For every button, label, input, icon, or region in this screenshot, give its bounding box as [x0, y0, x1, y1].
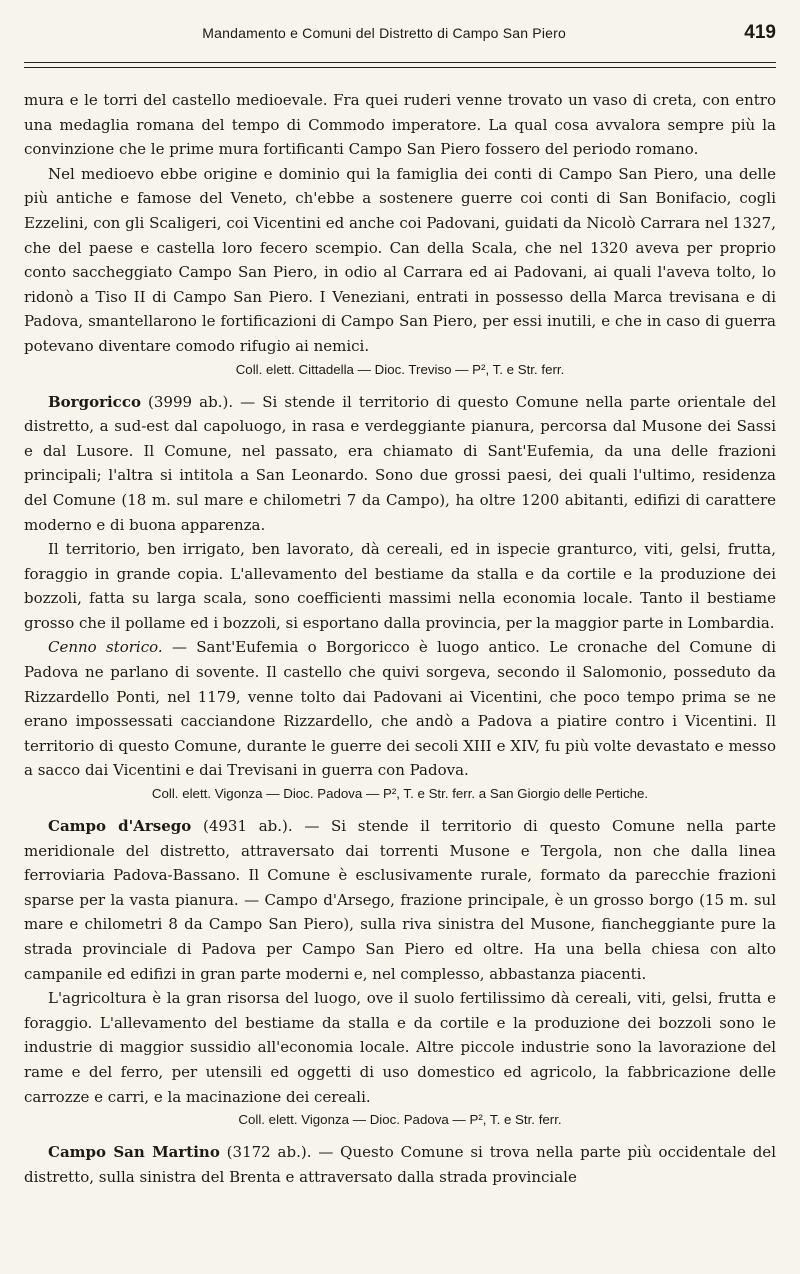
- campo-san-martino-text: (3172 ab.). — Questo Comune si trova nella parte più occidentale del distretto, sulla sinistra del Brenta e attraversato dalla strada provinciale: [24, 1143, 776, 1186]
- cenno-storico-heading: Cenno storico.: [48, 638, 163, 657]
- electoral-note-vigonza-2: Coll. elett. Vigonza — Dioc. Padova — P², T. e Str. ferr.: [238, 1112, 562, 1128]
- paragraph-agriculture: L'agricoltura è la gran risorsa del luogo, ove il suolo fertilissimo dà cereali, viti, gelsi, frutta e foraggio. L'allevamento del bestiame da stalla e da cortile e la produzione dei bozzoli sono le industrie di maggior sussidio all'economia locale. Altre piccole industrie sono la lavorazione del rame e del ferro, per utensili ed oggetti di uso domestico ed agricolo, la fabbricazione delle carrozze e carri, e la macinazione dei cereali.: [24, 989, 776, 1106]
- borgoricco-text: (3999 ab.). — Si stende il territorio di questo Comune nella parte orientale del distretto, a sud-est dal capoluogo, in rasa e verdeggiante pianura, percorsa dal Musone dei Sassi e dal Lusore. Il Comune, nel passato, era chiamato di Sant'Eufemia, da una delle frazioni principali; l'altra si intitola a San Leonardo. Sono due grossi paesi, dei quali l'ultimo, residenza del Comune (18 m. sul mare e chilometri 7 da Campo), ha oltre 1200 abitanti, edifizi di carattere moderno e di buona apparenza.: [24, 392, 776, 534]
- paragraph-medieval-history: Nel medioevo ebbe origine e dominio qui la famiglia dei conti di Campo San Piero, una delle più antiche e famose del Veneto, ch'ebbe a sostenere guerre coi conti di San Bonifacio, cogli Ezzelini, con gli Scaligeri, coi Vicentini ed anche coi Padovani, guidati da Nicolò Carrara nel 1327, che del paese e castella loro fecero scempio. Can della Scala, che nel 1320 aveva per proprio conto saccheggiato Campo San Piero, in odio al Carrara ed ai Padovani, ai quali l'aveva tolto, lo ridonò a Tiso II di Campo San Piero. I Veneziani, entrati in possesso della Marca trevisana e di Padova, smantellarono le fortificazioni di Campo San Piero, per essi inutili, e che in caso di guerra potevano diventare comodo rifugio ai nemici.: [24, 164, 776, 355]
- cenno-storico-text: — Sant'Eufemia o Borgoricco è luogo antico. Le cronache del Comune di Padova ne parlano di sovente. Il castello che quivi sorgeva, secondo il Salomonio, posseduto da Rizzardello Ponti, nel 1179, venne tolto dai Padovani ai Vicentini, che poco tempo prima se ne erano impossessati cacciandone Rizzardello, che andò a Padova a piatire contro i Vicentini. Il territorio di questo Comune, durante le guerre dei secoli XIII e XIV, fu più volte devastato e messo a sacco dai Vicentini e dai Trevisani in guerra con Padova.: [24, 638, 776, 780]
- electoral-note-cittadella: Coll. elett. Cittadella — Dioc. Treviso — P², T. e Str. ferr.: [235, 361, 565, 377]
- header-rule-thin: [24, 67, 776, 68]
- paragraph-campo-san-martino: [24, 1140, 776, 1189]
- electoral-note-vigonza-1: Coll. elett. Vigonza — Dioc. Padova — P², T. e Str. ferr. a San Giorgio delle Pertiche.: [151, 786, 649, 802]
- running-title: Mandamento e Comuni del Distretto di Campo San Piero: [202, 25, 566, 41]
- running-header: [24, 22, 776, 50]
- paragraph-borgoricco: [24, 390, 776, 538]
- body-text: [24, 88, 776, 1189]
- page-number: 419: [744, 22, 776, 43]
- entry-heading-campo-darsego: Campo d'Arsego: [48, 817, 192, 836]
- paragraph-walls: mura e le torri del castello medioevale. Fra quei ruderi venne trovato un vaso di creta, con entro una medaglia romana del tempo di Commodo imperatore. La qual cosa avvalora sempre più la convinzione che le prime mura fortificanti Campo San Piero fossero del periodo romano.: [24, 91, 776, 159]
- campo-darsego-text: (4931 ab.). — Si stende il territorio di questo Comune nella parte meridionale del distretto, attraversato dai torrenti Musone e Tergola, non che dalla linea ferroviaria Padova-Bassano. Il Comune è esclusivamente rurale, formato da parecchie frazioni sparse per la vasta pianura. — Campo d'Arsego, frazione principale, è un grosso borgo (15 m. sul mare e chilometri 8 da Campo San Piero), sulla riva sinistra del Musone, fiancheggiante pure la strada provinciale di Padova per Campo San Piero ed oltre. Ha una bella chiesa con alto campanile ed edifizi in gran parte moderni e, nel complesso, abbastanza piacenti.: [24, 817, 776, 983]
- header-rule: [24, 62, 776, 63]
- paragraph-borgoricco-territory: Il territorio, ben irrigato, ben lavorato, dà cereali, ed in ispecie granturco, viti, gelsi, frutta, foraggio in grande copia. L'allevamento del bestiame da stalla e da cortile e la produzione dei bozzoli, fatta su larga scala, sono coefficienti massimi nella economia locale. Tanto il bestiame grosso che il pollame ed i bozzoli, si esportano dalla provincia, per la maggior parte in Lombardia.: [24, 540, 776, 632]
- paragraph-cenno-storico: [24, 635, 776, 783]
- entry-heading-borgoricco: Borgoricco: [48, 392, 141, 411]
- entry-heading-campo-san-martino: Campo San Martino: [48, 1143, 220, 1162]
- paragraph-campo-darsego: [24, 814, 776, 986]
